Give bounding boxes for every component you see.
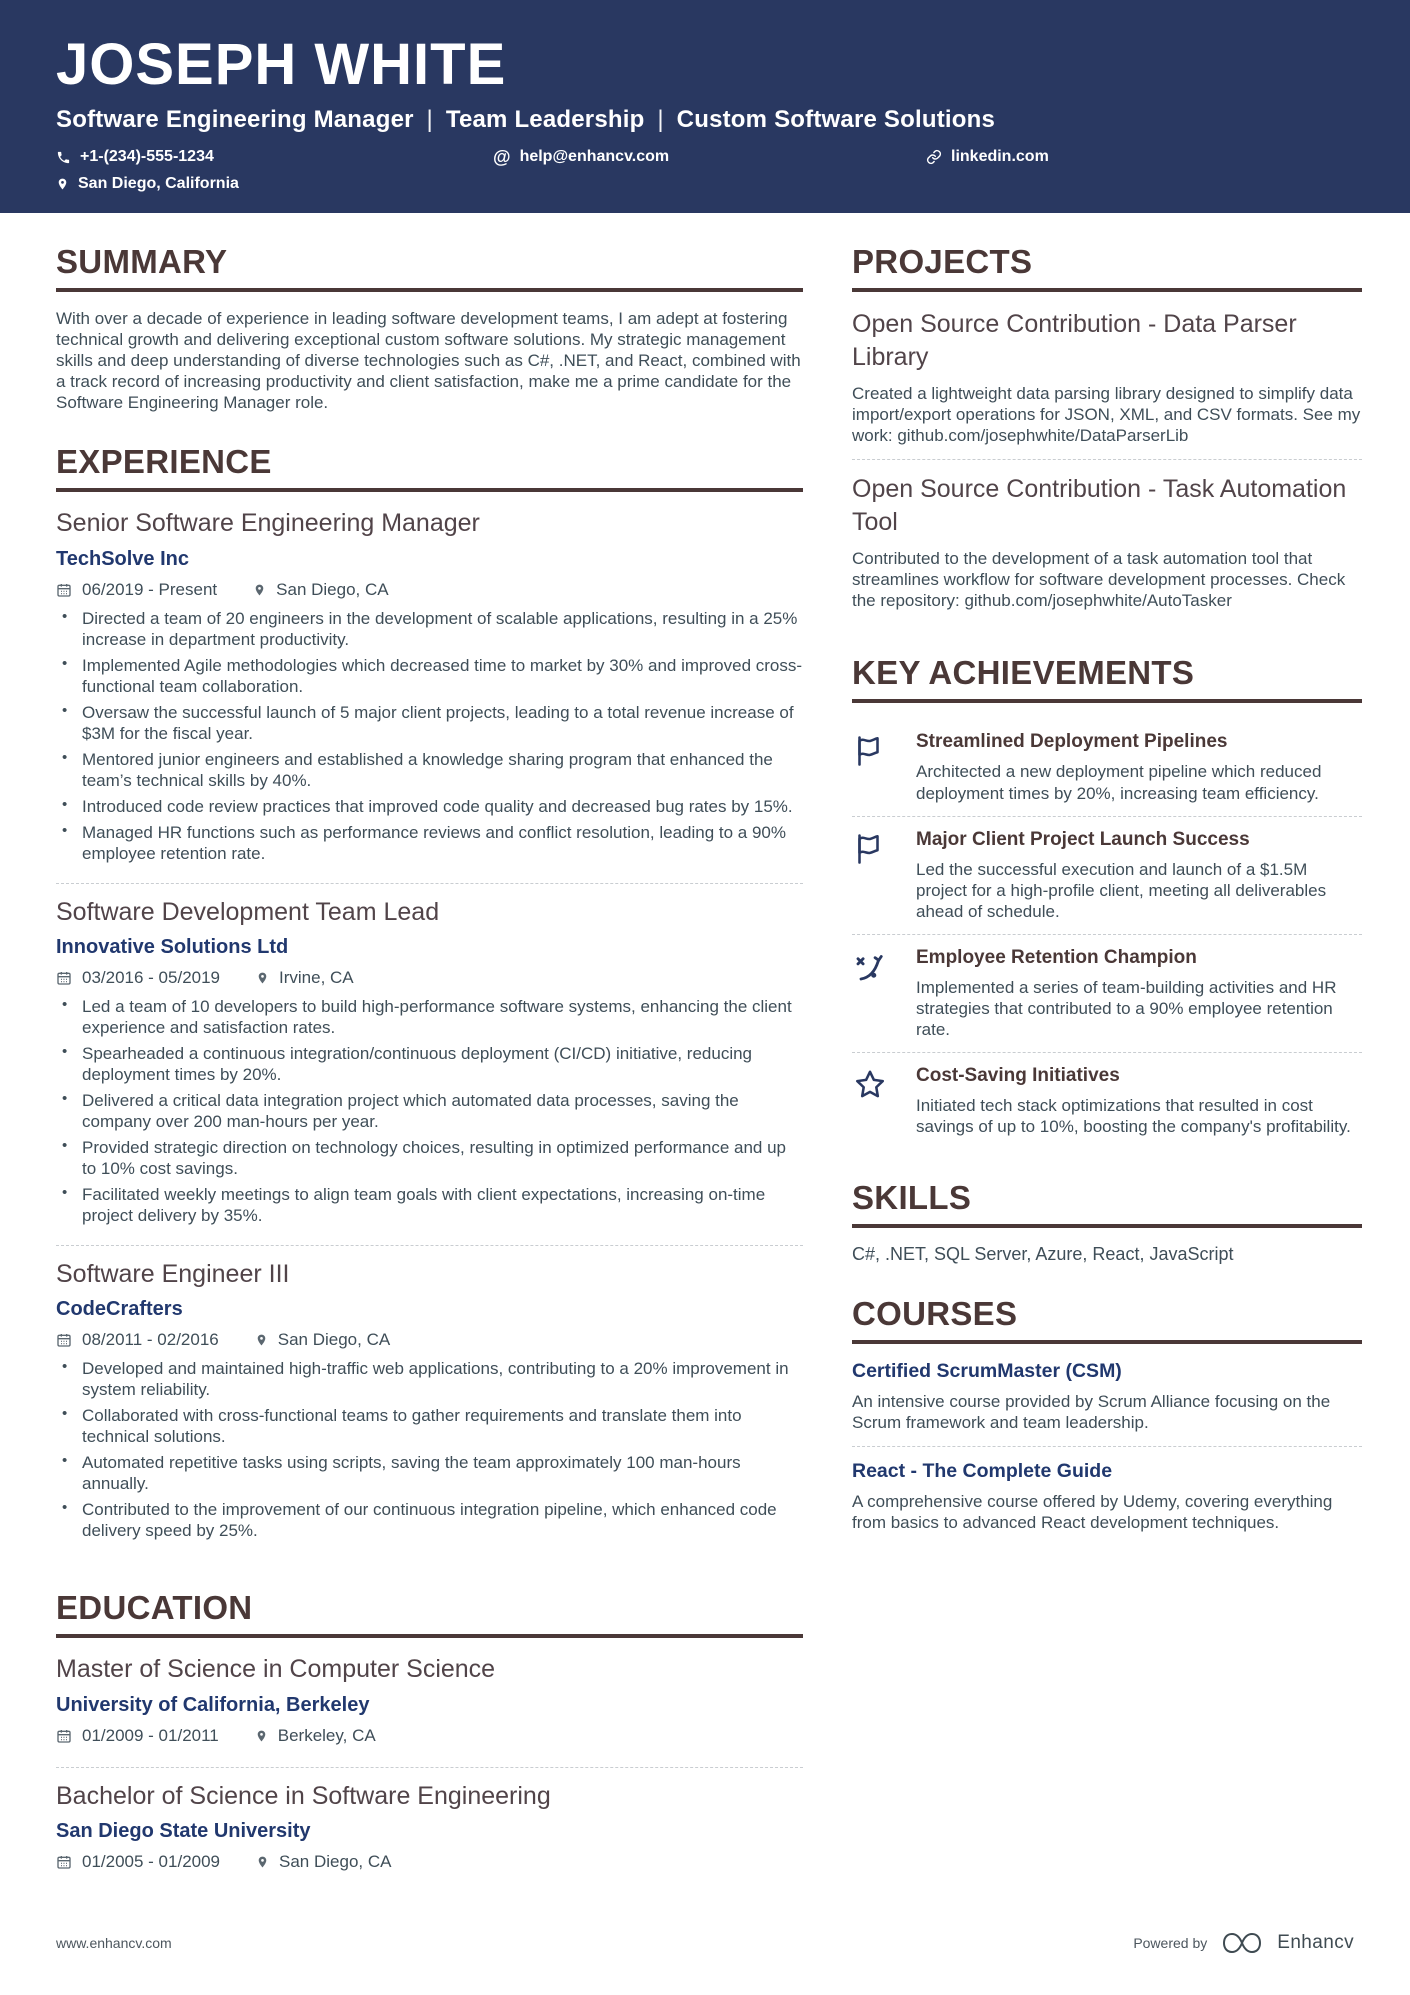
- degree-title: Bachelor of Science in Software Engineering: [56, 1781, 551, 1810]
- school-name: University of California, Berkeley: [56, 1693, 370, 1716]
- bullet: • Implemented Agile methodologies which decreased time to market by 30% and improved cross-functional team collaboration.: [56, 655, 803, 697]
- courses-heading: COURSES: [852, 1295, 1362, 1344]
- powered-by-label: Powered by: [1133, 1935, 1208, 1951]
- bullet: • Developed and maintained high-traffic web applications, contributing to a 20% improvement in system reliability.: [56, 1358, 803, 1400]
- brand-name: Enhancv: [1277, 1932, 1354, 1953]
- job-dates: 08/2011 - 02/2016: [82, 1329, 219, 1349]
- bullet: • Led a team of 10 developers to build high-performance software systems, enhancing the client experience and satisfaction rates.: [56, 996, 803, 1038]
- achievement-description: Architected a new deployment pipeline which reduced deployment times by 20%, increasing team efficiency.: [916, 762, 1322, 803]
- bullet: • Managed HR functions such as performance reviews and conflict resolution, leading to a 90% employee retention rate.: [56, 822, 803, 864]
- location-pin-icon: [255, 1332, 268, 1348]
- education-entry: [56, 1767, 803, 1893]
- job-meta: [56, 968, 803, 988]
- experience-heading: EXPERIENCE: [56, 443, 803, 492]
- achievement-description: Implemented a series of team-building activities and HR strategies that contributed to a 90% employee retention rate.: [916, 977, 1337, 1040]
- candidate-name: JOSEPH WHITE: [56, 32, 507, 97]
- phone-entry[interactable]: [56, 148, 493, 166]
- degree-title: Master of Science in Computer Science: [56, 1655, 496, 1684]
- degree-location: San Diego, CA: [279, 1851, 392, 1871]
- job-dates: 06/2019 - Present: [82, 579, 218, 599]
- bullet: • Delivered a critical data integration project which automated data processes, saving the company over 200 man-hours per year.: [56, 1090, 803, 1132]
- course-title: React - The Complete Guide: [852, 1460, 1113, 1483]
- at-icon: @: [493, 147, 511, 167]
- location-pin-icon: [256, 1854, 269, 1870]
- achievement-title: Major Client Project Launch Success: [916, 828, 1250, 850]
- achievement-content: [916, 947, 1362, 1040]
- achievement-description: Initiated tech stack optimizations that resulted in cost savings of up to 10%, boosting the company's profitability.: [916, 1096, 1351, 1137]
- star-icon: [852, 1065, 890, 1137]
- link-icon: [926, 149, 942, 165]
- degree-dates: 01/2005 - 01/2009: [82, 1851, 221, 1871]
- job-bullets: [56, 608, 803, 865]
- achievement-entry: [852, 1052, 1362, 1149]
- skills-heading: SKILLS: [852, 1179, 1362, 1228]
- job-dates: 03/2016 - 05/2019: [82, 967, 221, 987]
- resume-body: [0, 213, 1410, 1893]
- location-entry: [56, 175, 493, 193]
- achievement-entry: [852, 719, 1362, 815]
- job-title: Senior Software Engineering Manager: [56, 509, 480, 538]
- headline: [56, 106, 1354, 134]
- enhancv-logo-icon: [1220, 1929, 1264, 1957]
- education-entry: [56, 1654, 803, 1766]
- achievement-content: [916, 829, 1362, 922]
- flag-icon: [852, 829, 890, 922]
- projects-heading: PROJECTS: [852, 243, 1362, 292]
- calendar-icon: [56, 970, 72, 986]
- job-location: San Diego, CA: [277, 1329, 391, 1349]
- calendar-icon: [56, 582, 72, 598]
- course-title: Certified ScrumMaster (CSM): [852, 1360, 1122, 1383]
- achievement-title: Cost-Saving Initiatives: [916, 1065, 1120, 1087]
- headline-solutions: Custom Software Solutions: [676, 106, 996, 133]
- headline-separator: |: [657, 106, 664, 133]
- location-pin-icon: [256, 970, 269, 986]
- page-footer: [56, 1929, 1354, 1957]
- headline-role: Software Engineering Manager: [56, 106, 414, 133]
- link-entry[interactable]: [926, 148, 1354, 166]
- course-entry: [852, 1360, 1362, 1446]
- achievement-description: Led the successful execution and launch of a $1.5M project for a high-profile client, meeting all deliverables ahead of schedule.: [916, 859, 1327, 921]
- bullet: • Contributed to the improvement of our continuous integration pipeline, which enhanced code delivery speed by 25%.: [56, 1499, 803, 1541]
- company-name: Innovative Solutions Ltd: [56, 935, 289, 958]
- strategy-icon: [852, 947, 890, 1040]
- bullet: • Directed a team of 20 engineers in the development of scalable applications, resulting in a 25% increase in department productivity.: [56, 608, 803, 650]
- job-meta: [56, 580, 803, 600]
- bullet: • Facilitated weekly meetings to align team goals with client expectations, increasing on-time project delivery by 35%.: [56, 1184, 803, 1226]
- location-pin-icon: [255, 1728, 268, 1744]
- job-bullets: [56, 1358, 803, 1542]
- bullet: • Collaborated with cross-functional teams to gather requirements and translate them into technical solutions.: [56, 1405, 803, 1447]
- calendar-icon: [56, 1728, 72, 1744]
- company-name: TechSolve Inc: [56, 547, 190, 570]
- link-text: linkedin.com: [951, 148, 1049, 165]
- contact-bar: [56, 148, 1354, 193]
- bullet: • Provided strategic direction on technology choices, resulting in optimized performance and up to 10% cost savings.: [56, 1137, 803, 1179]
- project-entry: [852, 459, 1362, 624]
- phone-icon: [56, 150, 71, 165]
- skills-list: C#, .NET, SQL Server, Azure, React, JavaScript: [852, 1244, 1234, 1265]
- bullet: • Oversaw the successful launch of 5 major client projects, leading to a total revenue increase of $3M for the fiscal year.: [56, 702, 803, 744]
- experience-entry: [56, 883, 803, 1245]
- achievement-entry: [852, 816, 1362, 934]
- calendar-icon: [56, 1332, 72, 1348]
- job-location: Irvine, CA: [279, 967, 354, 987]
- achievement-entry: [852, 934, 1362, 1052]
- experience-entry: [56, 508, 803, 882]
- job-title: Software Development Team Lead: [56, 897, 440, 926]
- degree-meta: [56, 1726, 803, 1746]
- email-entry[interactable]: [493, 148, 926, 166]
- bullet: • Spearheaded a continuous integration/continuous deployment (CI/CD) initiative, reducing deployment times by 20%.: [56, 1043, 803, 1085]
- headline-separator: |: [426, 106, 433, 133]
- location-text: San Diego, California: [78, 175, 239, 192]
- experience-entry: [56, 1245, 803, 1560]
- calendar-icon: [56, 1854, 72, 1870]
- headline-leadership: Team Leadership: [445, 106, 645, 133]
- project-description: Created a lightweight data parsing library designed to simplify data import/export operations for JSON, XML, and CSV formats. See my work: github.com/josephwhite/DataParserLib: [852, 384, 1361, 446]
- footer-site-link[interactable]: www.enhancv.com: [56, 1935, 172, 1951]
- summary-text: With over a decade of experience in leading software development teams, I am adept at fostering technical growth and delivering exceptional custom software solutions. My strategic management skills and deep understanding of diverse technologies such as C#, .NET, and React, combined with a track record of increasing productivity and client satisfaction, make me a prime candidate for the Software Engineering Manager role.: [56, 309, 801, 413]
- bullet: • Introduced code review practices that improved code quality and decreased bug rates by 15%.: [56, 796, 803, 817]
- achievements-heading: KEY ACHIEVEMENTS: [852, 654, 1362, 703]
- project-title: Open Source Contribution - Task Automation Tool: [852, 475, 1347, 536]
- location-pin-icon: [253, 582, 266, 598]
- degree-dates: 01/2009 - 01/2011: [82, 1725, 219, 1745]
- job-title: Software Engineer III: [56, 1259, 290, 1288]
- left-column: [56, 213, 803, 1893]
- project-title: Open Source Contribution - Data Parser Library: [852, 310, 1297, 371]
- company-name: CodeCrafters: [56, 1297, 183, 1320]
- location-pin-icon: [56, 176, 69, 192]
- flag-icon: [852, 731, 890, 803]
- course-description: A comprehensive course offered by Udemy, covering everything from basics to advanced React development techniques.: [852, 1492, 1333, 1533]
- phone-number: +1-(234)-555-1234: [80, 148, 214, 165]
- project-description: Contributed to the development of a task automation tool that streamlines workflow for software development processes. Check the repository: github.com/josephwhite/AutoTasker: [852, 549, 1346, 611]
- achievement-content: [916, 1065, 1362, 1137]
- project-entry: [852, 308, 1362, 459]
- job-bullets: [56, 996, 803, 1227]
- course-entry: [852, 1446, 1362, 1546]
- footer-brand-group[interactable]: [1133, 1929, 1354, 1957]
- degree-meta: [56, 1852, 803, 1872]
- achievement-title: Employee Retention Champion: [916, 946, 1197, 968]
- achievement-content: [916, 731, 1362, 803]
- job-location: San Diego, CA: [276, 579, 389, 599]
- bullet: • Automated repetitive tasks using scripts, saving the team approximately 100 man-hours annually.: [56, 1452, 803, 1494]
- school-name: San Diego State University: [56, 1819, 311, 1842]
- resume-header: [0, 0, 1410, 213]
- achievement-title: Streamlined Deployment Pipelines: [916, 731, 1228, 753]
- bullet: • Mentored junior engineers and established a knowledge sharing program that enhanced the team’s technical skills by 40%.: [56, 749, 803, 791]
- email-address: help@enhancv.com: [519, 148, 670, 165]
- right-column: [852, 213, 1362, 1547]
- course-description: An intensive course provided by Scrum Alliance focusing on the Scrum framework and team leadership.: [852, 1392, 1331, 1433]
- degree-location: Berkeley, CA: [277, 1725, 376, 1745]
- job-meta: [56, 1330, 803, 1350]
- education-heading: EDUCATION: [56, 1589, 803, 1638]
- summary-heading: SUMMARY: [56, 243, 803, 292]
